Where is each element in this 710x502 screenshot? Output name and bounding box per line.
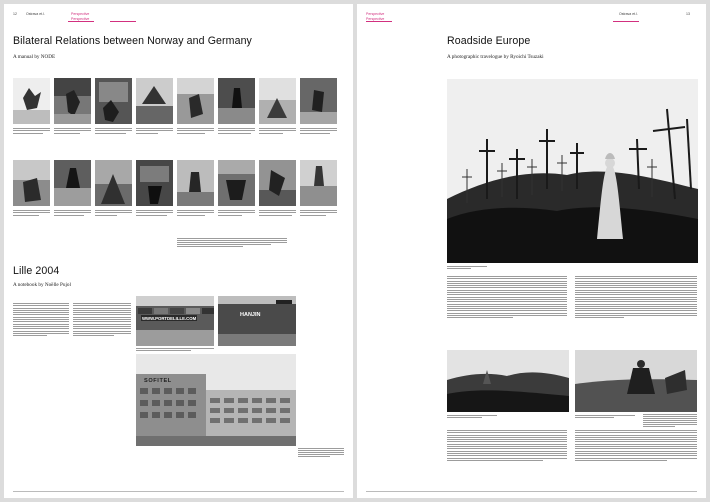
photo-thumbnail [95,78,132,124]
photo-thumbnail [300,78,337,124]
sign-url: WWW.PORTDELILLE.COM [142,315,197,321]
text-block [218,210,255,217]
body-text-column [575,430,697,462]
body-text-column [447,430,567,462]
text-block [13,210,50,217]
text-block [54,210,91,217]
text-block [259,210,296,217]
running-title: Ostrava et.l. [26,12,45,16]
text-block [136,128,173,135]
article-subtitle: A manual by NODE [13,54,56,60]
text-block [95,210,132,217]
photo-caption [447,266,487,270]
text-block [136,210,173,217]
section-label: Perspective [71,12,90,16]
photo-thumbnail [218,160,255,206]
photo-thumbnail [13,160,50,206]
photo-thumbnail [95,160,132,206]
article-title: Roadside Europe [447,35,531,47]
photo-hill-of-crosses [447,79,698,263]
body-text-column [575,276,697,320]
photo-thumbnail [177,160,214,206]
header-rule [366,21,392,22]
photo-landscape-left [447,350,569,412]
text-block [218,128,255,135]
page-number: 13 [686,12,690,16]
photo-thumbnail [259,160,296,206]
text-block [95,128,132,135]
photo-thumbnail [136,78,173,124]
footer-rule [366,491,697,492]
caption-block [298,448,344,458]
section-label: Perspective [366,12,385,16]
photo-thumbnail [259,78,296,124]
photo-thumbnail [13,78,50,124]
page-number: 12 [13,12,17,16]
photo-thumbnail [136,160,173,206]
photo-caption [447,415,497,419]
section-sublabel: Perspective [71,16,90,21]
photo-thumbnail [177,78,214,124]
photo-landscape-right [575,350,697,412]
photo-thumbnail [218,78,255,124]
photo-thumbnail [54,160,91,206]
photo-caption [575,415,635,419]
text-block [13,128,50,135]
header-rule [613,21,639,22]
photo-hanjin-containers [218,296,296,346]
sign-hanjin: HANJIN [240,312,261,318]
photo-port-containers [136,296,214,346]
header-rule [68,21,94,22]
text-block [54,128,91,135]
text-block [300,128,337,135]
body-text-column [136,348,214,352]
section-sublabel: Perspective [366,16,385,21]
text-block [259,128,296,135]
body-text-column [13,303,69,337]
article-title: Bilateral Relations between Norway and Germany [13,35,252,47]
side-note [643,414,697,428]
right-page [357,4,706,498]
running-title: Ostrava et.l. [619,12,638,16]
article-title: Lille 2004 [13,265,60,277]
photo-sofitel-hotel [136,354,296,446]
text-block [177,128,214,135]
header-rule [110,21,136,22]
left-page [4,4,353,498]
body-text-column [447,276,567,320]
article-subtitle: A notebook by Noëlle Pujol [13,282,71,288]
text-block [300,210,337,217]
body-text-column [73,303,131,337]
article-subtitle: A photographic travelogue by Ryoichi Tsuzaki [447,54,544,60]
photo-thumbnail [54,78,91,124]
footer-rule [13,491,344,492]
text-block [177,210,214,217]
footnote-block [177,238,287,248]
photo-thumbnail [300,160,337,206]
sign-sofitel: SOFITEL [144,378,172,384]
